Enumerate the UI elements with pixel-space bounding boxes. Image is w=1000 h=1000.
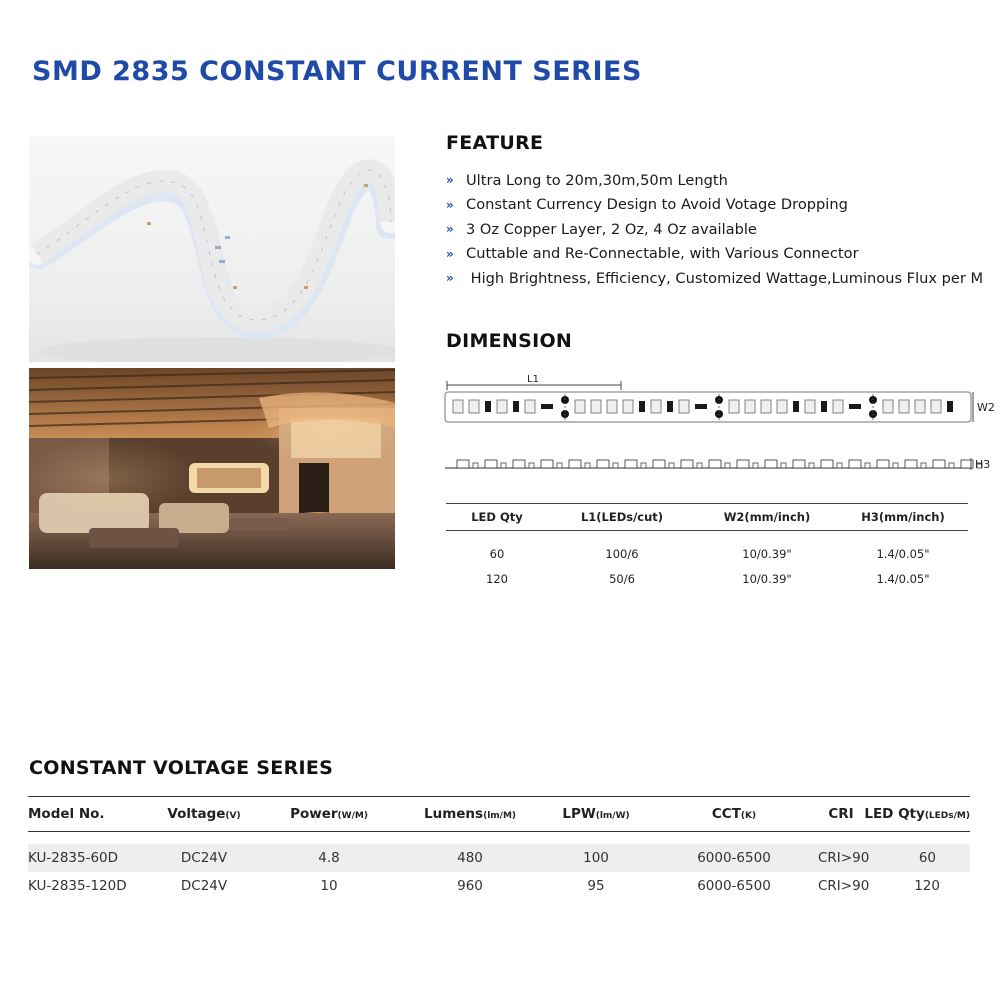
led-chip bbox=[591, 400, 601, 413]
column-header: Power(W/M) bbox=[290, 806, 368, 822]
table-cell: 60 bbox=[489, 546, 505, 561]
column-header: LPW(lm/W) bbox=[562, 806, 630, 822]
resistor bbox=[639, 401, 645, 412]
dimension-table bbox=[446, 503, 968, 591]
table-cell: 100/6 bbox=[605, 546, 639, 561]
led-chip bbox=[469, 400, 479, 413]
table-row bbox=[446, 566, 968, 591]
feature-text: High Brightness, Efficiency, Customized Wattage,Luminous Flux per M bbox=[466, 269, 984, 287]
resistor-side bbox=[921, 463, 926, 468]
led-chip bbox=[729, 400, 739, 413]
led-chip-side bbox=[765, 460, 777, 468]
resistor bbox=[947, 401, 953, 412]
column-header: LED Qty bbox=[471, 510, 523, 524]
led-chip-side bbox=[681, 460, 693, 468]
resistor-side bbox=[753, 463, 758, 468]
feature-text: Ultra Long to 20m,30m,50m Length bbox=[466, 171, 728, 189]
component bbox=[541, 404, 553, 409]
column-header: CCT(K) bbox=[711, 806, 757, 822]
resistor-side bbox=[781, 463, 786, 468]
table-cell: 1.4/0.05" bbox=[876, 546, 930, 561]
series-heading: CONSTANT VOLTAGE SERIES bbox=[29, 757, 334, 779]
table-cell: 4.8 bbox=[318, 850, 340, 866]
column-header: LED Qty(LEDs/M) bbox=[864, 806, 970, 822]
list-item bbox=[446, 217, 996, 242]
led-chip-side bbox=[597, 460, 609, 468]
led-chip bbox=[679, 400, 689, 413]
list-item bbox=[446, 193, 996, 218]
feature-heading: FEATURE bbox=[446, 132, 544, 154]
w2-label: W2 bbox=[977, 401, 995, 414]
page-title: SMD 2835 CONSTANT CURRENT SERIES bbox=[32, 56, 642, 87]
resistor-side bbox=[501, 463, 506, 468]
double-chevron-icon: » bbox=[446, 222, 452, 237]
table-cell: DC24V bbox=[180, 878, 228, 894]
resistor-side bbox=[529, 463, 534, 468]
resistor-side bbox=[949, 463, 954, 468]
led-chip-side bbox=[737, 460, 749, 468]
led-chip bbox=[607, 400, 617, 413]
led-chip-side bbox=[513, 460, 525, 468]
component bbox=[695, 404, 707, 409]
led-chip-side bbox=[933, 460, 945, 468]
interior-lounge-photo bbox=[29, 368, 395, 569]
led-chip bbox=[777, 400, 787, 413]
resistor-side bbox=[809, 463, 814, 468]
led-chip-side bbox=[793, 460, 805, 468]
spec-table bbox=[28, 796, 970, 900]
feature-text: Cuttable and Re-Connectable, with Various Connector bbox=[466, 245, 859, 263]
table-cell: 100 bbox=[583, 850, 609, 866]
resistor-side bbox=[473, 463, 478, 468]
resistor-side bbox=[697, 463, 702, 468]
column-header: Voltage(V) bbox=[167, 806, 241, 822]
column-header: H3(mm/inch) bbox=[861, 510, 945, 524]
table-cell: 6000-6500 bbox=[697, 878, 771, 894]
table-row bbox=[446, 541, 968, 566]
resistor-side bbox=[725, 463, 730, 468]
led-chip bbox=[931, 400, 941, 413]
table-cell: 480 bbox=[457, 850, 483, 866]
led-chip-side bbox=[821, 460, 833, 468]
led-chip bbox=[623, 400, 633, 413]
table-cell: KU-2835-120D bbox=[28, 878, 127, 894]
double-chevron-icon: » bbox=[446, 246, 452, 261]
resistor bbox=[667, 401, 673, 412]
resistor bbox=[513, 401, 519, 412]
list-item bbox=[446, 242, 996, 267]
led-chip bbox=[651, 400, 661, 413]
led-chip-side bbox=[709, 460, 721, 468]
component bbox=[849, 404, 861, 409]
led-chip bbox=[899, 400, 909, 413]
l1-label: L1 bbox=[527, 374, 539, 385]
resistor-side bbox=[669, 463, 674, 468]
table-row bbox=[28, 844, 970, 872]
led-chip-side bbox=[485, 460, 497, 468]
table-cell: 6000-6500 bbox=[697, 850, 771, 866]
led-chip-side bbox=[905, 460, 917, 468]
table-cell: 50/6 bbox=[609, 571, 635, 586]
resistor bbox=[821, 401, 827, 412]
table-cell: CRI>90 bbox=[818, 850, 870, 866]
double-chevron-icon: » bbox=[446, 173, 452, 188]
led-chip bbox=[453, 400, 463, 413]
resistor-side bbox=[865, 463, 870, 468]
resistor-side bbox=[641, 463, 646, 468]
resistor bbox=[485, 401, 491, 412]
table-cell: 60 bbox=[918, 850, 936, 866]
led-chip bbox=[575, 400, 585, 413]
led-chip-side bbox=[541, 460, 553, 468]
resistor-side bbox=[893, 463, 898, 468]
table-cell: 10/0.39" bbox=[742, 546, 792, 561]
led-chip-side bbox=[457, 460, 469, 468]
led-chip bbox=[525, 400, 535, 413]
table-cell: CRI>90 bbox=[818, 878, 870, 894]
led-chip bbox=[497, 400, 507, 413]
table-header-row bbox=[446, 503, 968, 531]
led-chip-side bbox=[877, 460, 889, 468]
table-cell: 120 bbox=[486, 571, 508, 586]
h3-label: H3 bbox=[975, 458, 991, 471]
led-chip-side bbox=[849, 460, 861, 468]
led-chip bbox=[883, 400, 893, 413]
resistor-side bbox=[613, 463, 618, 468]
table-cell: 960 bbox=[457, 878, 483, 894]
column-header: L1(LEDs/cut) bbox=[580, 510, 664, 524]
column-header: W2(mm/inch) bbox=[723, 510, 811, 524]
list-item bbox=[446, 168, 996, 193]
table-cell: 95 bbox=[587, 878, 605, 894]
table-cell: 120 bbox=[914, 878, 940, 894]
double-chevron-icon: » bbox=[446, 271, 452, 286]
table-cell: 1.4/0.05" bbox=[876, 571, 930, 586]
table-cell: KU-2835-60D bbox=[28, 850, 119, 866]
led-chip-side bbox=[569, 460, 581, 468]
led-chip bbox=[761, 400, 771, 413]
led-chip-side bbox=[625, 460, 637, 468]
feature-text: Constant Currency Design to Avoid Votage Dropping bbox=[466, 196, 848, 214]
led-chip bbox=[745, 400, 755, 413]
resistor-side bbox=[837, 463, 842, 468]
list-item bbox=[446, 266, 996, 291]
column-header: Model No. bbox=[28, 806, 105, 822]
led-chip bbox=[805, 400, 815, 413]
strip-dimension-diagram bbox=[443, 370, 1000, 480]
resistor bbox=[793, 401, 799, 412]
table-row bbox=[28, 872, 970, 900]
led-strip-photo bbox=[29, 136, 395, 362]
led-chip bbox=[833, 400, 843, 413]
resistor-side bbox=[585, 463, 590, 468]
feature-list bbox=[446, 168, 996, 291]
resistor-side bbox=[557, 463, 562, 468]
table-cell: 10 bbox=[320, 878, 338, 894]
table-cell: 10/0.39" bbox=[742, 571, 792, 586]
table-header-row bbox=[28, 796, 970, 832]
column-header: CRI bbox=[828, 806, 854, 822]
dimension-heading: DIMENSION bbox=[446, 330, 573, 352]
double-chevron-icon: » bbox=[446, 197, 452, 212]
column-header: Lumens(lm/M) bbox=[423, 806, 517, 822]
table-cell: DC24V bbox=[180, 850, 228, 866]
led-chip bbox=[915, 400, 925, 413]
feature-text: 3 Oz Copper Layer, 2 Oz, 4 Oz available bbox=[466, 220, 757, 238]
led-chip-side bbox=[653, 460, 665, 468]
